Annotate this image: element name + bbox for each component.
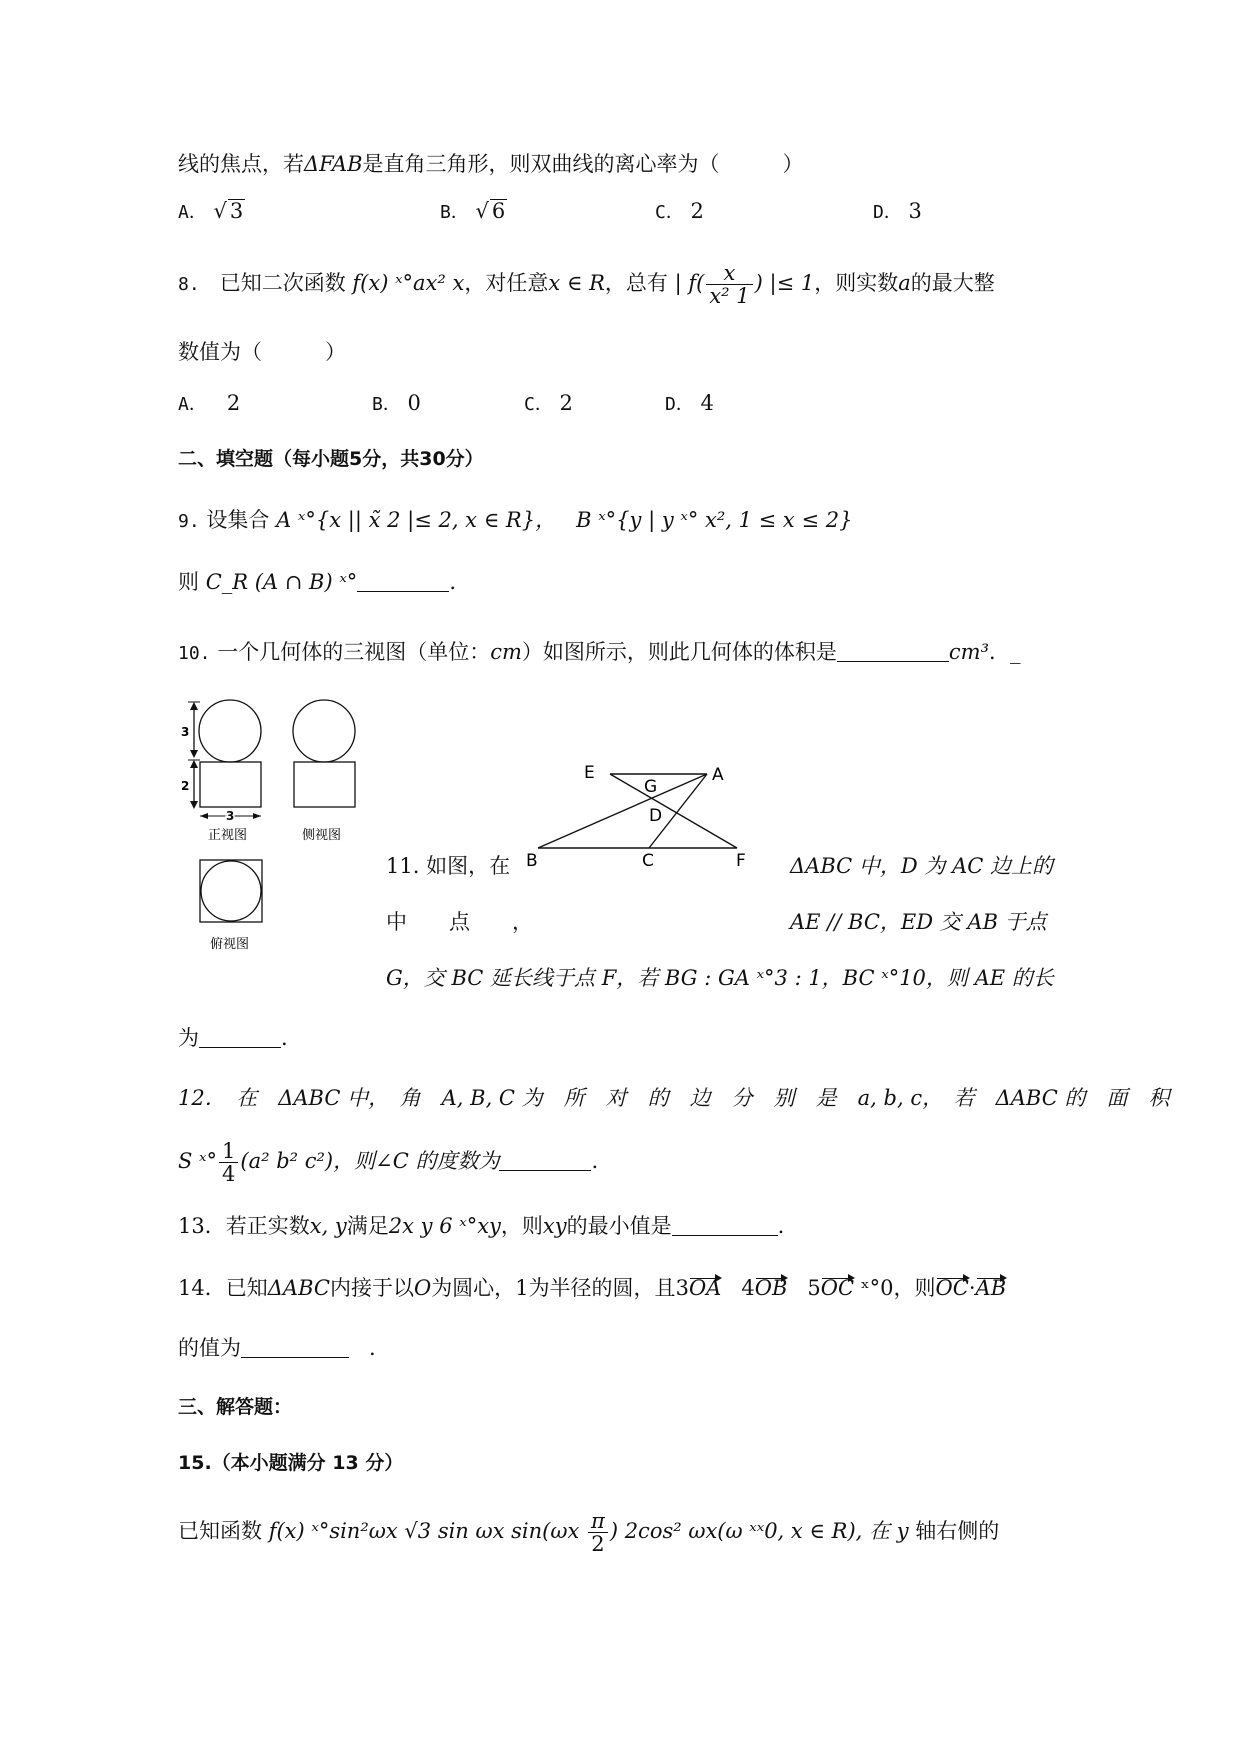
- q11-r2: AE // BC，ED 交 AB 于点: [790, 910, 1047, 934]
- q8-option-c: C． 2: [524, 391, 573, 415]
- q15-stem: 已知函数 f(x) ˣ°sin²ωx √3 sin ωx sin(ωx $\frac{\pi}{2}$ ) 2cos² ωx(ω ˣˣ0, x ∈ R), 在 y 轴右侧的: [178, 1509, 1000, 1557]
- q14-stem-cont: 的值为 .: [178, 1336, 376, 1360]
- dim-mid-label: 2: [181, 779, 190, 793]
- triangle-figure: [522, 750, 756, 876]
- top-circle: [201, 861, 261, 921]
- q10-stem: 10. 一个几何体的三视图（单位：cm）如图所示，则此几何体的体积是 cm³．_: [178, 640, 1021, 664]
- section-3-heading: 三、解答题：: [178, 1396, 293, 1418]
- q11-lead: 11. 如图，在: [386, 854, 511, 878]
- q11-mid: 中 点 ，: [386, 910, 533, 934]
- q13-stem: 13．若正实数x, y满足2x y 6 ˣ°xy，则xy的最小值是 .: [178, 1214, 785, 1238]
- answer-blank: [672, 1217, 778, 1236]
- q7-stem: 线的焦点，若ΔFAB是直角三角形，则双曲线的离心率为（ ）: [178, 152, 804, 176]
- q12-fraction: $\frac{1}{4}$: [219, 1140, 238, 1185]
- point-c: C: [642, 851, 654, 871]
- q7-option-b: B． √ 6: [440, 199, 506, 223]
- point-e: E: [584, 763, 595, 783]
- answer-blank: [837, 643, 949, 662]
- answer-blank: [241, 1339, 349, 1358]
- q9-stem-cont: 则 C_R (A ∩ B) ˣ° .: [178, 570, 456, 594]
- q9-stem: 9. 设集合 A ˣ°{x || x̃ 2 |≤ 2, x ∈ R}， B ˣ°{y | y ˣ° x², 1 ≤ x ≤ 2}: [178, 508, 853, 532]
- answer-blank: [199, 1029, 281, 1048]
- q14-stem: 14．已知ΔABC内接于以O为圆心，1为半径的圆，且3OA 4OB 5OC ˣ°0，则OC·AB: [178, 1276, 1007, 1300]
- vector-ob: OB: [754, 1276, 788, 1300]
- sqrt-icon: √: [475, 199, 489, 223]
- q7-option-d: D． 3: [873, 199, 922, 223]
- q11-line4: 为 .: [178, 1026, 288, 1050]
- dim-top-label: 3: [181, 725, 190, 739]
- front-rect: [200, 762, 261, 807]
- delta-fab: ΔFAB: [304, 152, 363, 176]
- q15-fraction: $\frac{\pi}{2}$: [588, 1510, 608, 1555]
- top-view-label: 俯视图: [210, 937, 250, 952]
- point-b: B: [526, 851, 538, 871]
- q7-option-a: A． √ 3: [178, 199, 244, 223]
- vector-oc-2: OC: [935, 1276, 969, 1300]
- point-g: G: [644, 777, 658, 797]
- answer-blank: [357, 573, 449, 592]
- answer-blank: [499, 1152, 591, 1171]
- q8-option-a: A． 2: [178, 391, 241, 415]
- front-circle: [199, 700, 261, 762]
- q15-title: 15.（本小题满分 13 分）: [178, 1452, 404, 1474]
- top-rect: [200, 860, 262, 922]
- vector-oc: OC: [820, 1276, 855, 1300]
- q7-option-c: C． 2: [655, 199, 704, 223]
- q11-r1: ΔABC 中，D 为 AC 边上的: [790, 854, 1053, 878]
- q11-line3: G，交 BC 延长线于点 F，若 BG : GA ˣ°3 : 1，BC ˣ°10，则 AE 的长: [386, 966, 1054, 990]
- q8-stem: 8. 已知二次函数 f(x) ˣ°ax² x，对任意x ∈ R，总有 | f( $\frac{x}{\text{x² 1}}$ ) |≤ 1，则实数a的最大整: [178, 261, 995, 309]
- q8-fraction: $\frac{x}{\text{x² 1}}$: [706, 262, 752, 307]
- point-d: D: [649, 806, 663, 826]
- q8-option-b: B． 0: [372, 391, 421, 415]
- sqrt-icon: √: [213, 199, 227, 223]
- point-f: F: [736, 851, 746, 871]
- q8-stem-cont: 数值为（ ）: [178, 340, 346, 364]
- section-2-heading: 二、填空题（每小题5分，共30分）: [178, 448, 484, 470]
- side-view-label: 侧视图: [302, 828, 342, 843]
- vector-oa: OA: [688, 1276, 722, 1300]
- point-a: A: [712, 765, 724, 785]
- side-circle: [293, 700, 355, 762]
- front-view-label: 正视图: [208, 828, 248, 843]
- q12-line1: 12． 在 ΔABC 中， 角 A, B, C 为 所 对 的 边 分 别 是 a, b, c， 若 ΔABC 的 面 积: [178, 1086, 1170, 1110]
- vector-ab: AB: [975, 1276, 1007, 1300]
- q8-option-d: D． 4: [665, 391, 714, 415]
- three-view-figure: [178, 696, 378, 958]
- q12-line2: S ˣ° $\frac{1}{4}$ (a² b² c²)，则∠C 的度数为 .: [178, 1139, 599, 1187]
- dim-bottom-label: 3: [226, 809, 235, 823]
- side-rect: [294, 762, 355, 807]
